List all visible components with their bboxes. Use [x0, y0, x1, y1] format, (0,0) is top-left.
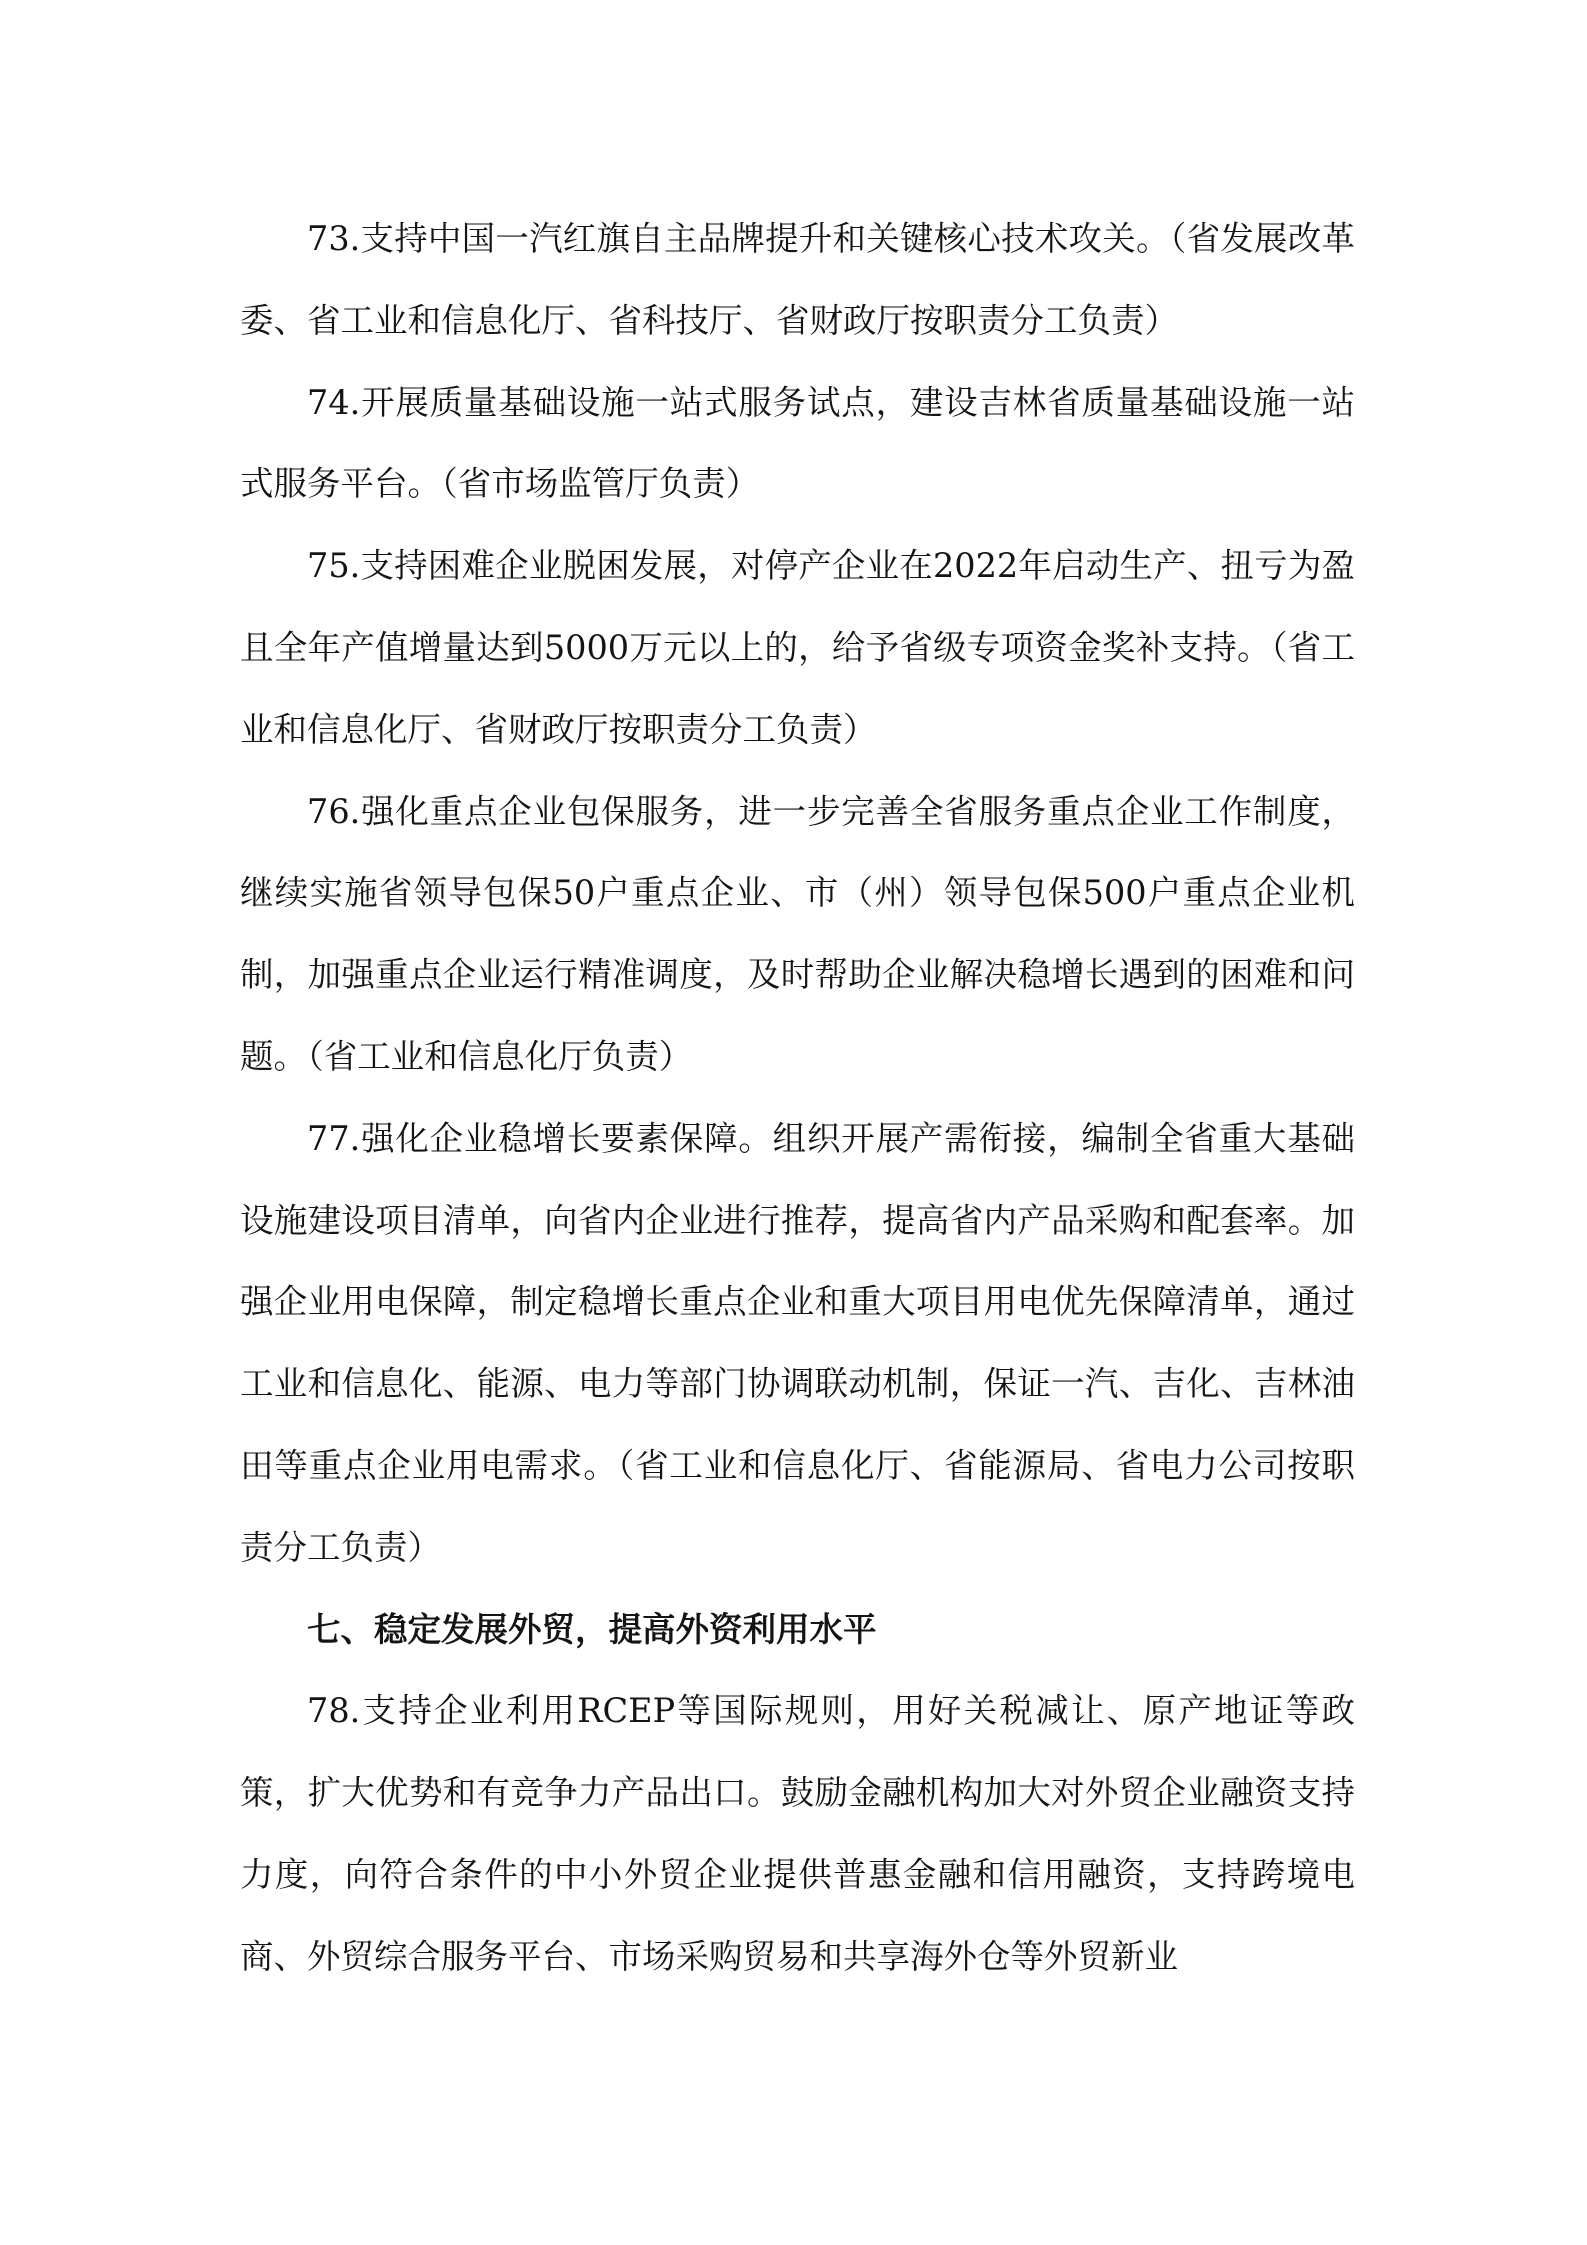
paragraph-74: 74.开展质量基础设施一站式服务试点，建设吉林省质量基础设施一站式服务平台。（省市场监管厅负责）	[240, 382, 1355, 504]
paragraph-76: 76.强化重点企业包保服务，进一步完善全省服务重点企业工作制度，继续实施省领导包保50户重点企业、市（州）领导包保500户重点企业机制，加强重点企业运行精准调度，及时帮助企业解决稳增长遇到的困难和问题。（省工业和信息化厅负责）	[240, 791, 1355, 1076]
document-body	[240, 198, 1355, 1998]
paragraph-78: 78.支持企业利用RCEP等国际规则，用好关税减让、原产地证等政策，扩大优势和有竞争力产品出口。鼓励金融机构加大对外贸企业融资支持力度，向符合条件的中小外贸企业提供普惠金融和信用融资，支持跨境电商、外贸综合服务平台、市场采购贸易和共享海外仓等外贸新业	[240, 1691, 1355, 1976]
paragraph-77: 77.强化企业稳增长要素保障。组织开展产需衔接，编制全省重大基础设施建设项目清单，向省内企业进行推荐，提高省内产品采购和配套率。加强企业用电保障，制定稳增长重点企业和重大项目用电优先保障清单，通过工业和信息化、能源、电力等部门协调联动机制，保证一汽、吉化、吉林油田等重点企业用电需求。（省工业和信息化厅、省能源局、省电力公司按职责分工负责）	[240, 1118, 1355, 1567]
section-heading: 七、稳定发展外贸，提高外资利用水平	[307, 1609, 877, 1649]
paragraph-73: 73.支持中国一汽红旗自主品牌提升和关键核心技术攻关。（省发展改革委、省工业和信息化厅、省科技厅、省财政厅按职责分工负责）	[240, 219, 1355, 340]
paragraph-75: 75.支持困难企业脱困发展，对停产企业在2022年启动生产、扭亏为盈且全年产值增量达到5000万元以上的，给予省级专项资金奖补支持。（省工业和信息化厅、省财政厅按职责分工负责）	[240, 546, 1355, 749]
